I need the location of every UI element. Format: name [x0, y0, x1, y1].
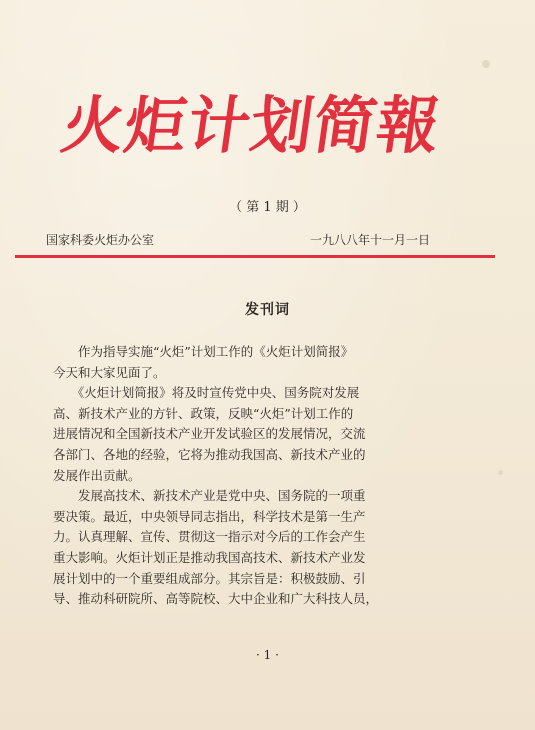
- body-line: 力。认真理解、宣传、贯彻这一指示对今后的工作会产生: [53, 529, 366, 545]
- body-line: 作为指导实施“火炬”计划工作的《火炬计划简报》: [53, 344, 354, 359]
- body-line: 《火炬计划简报》将及时宣传党中央、国务院对发展: [53, 385, 360, 401]
- body-line: 发展高技术、新技术产业是党中央、国务院的一项重: [53, 488, 366, 504]
- body-line: 高、新技术产业的方针、政策，反映“火炬”计划工作的: [53, 405, 354, 421]
- body-line: 导、推动科研院所、高等院校、大中企业和广大科技人员，: [53, 591, 379, 607]
- body-text: [53, 342, 463, 610]
- publish-date: 一九八八年十一月一日: [310, 233, 431, 247]
- body-line: 发展作出贡献。: [53, 467, 141, 483]
- body-line: 进展情况和全国新技术产业开发试验区的发展情况，交流: [53, 426, 366, 442]
- issue-number: （ 第 1 期 ）: [229, 200, 306, 215]
- masthead-title: 火炬计划简報: [56, 89, 446, 162]
- section-title: 发刊词: [245, 302, 290, 318]
- body-line: 各部门、各地的经验，它将为推动我国高、新技术产业的: [53, 446, 366, 462]
- body-line: 重大影响。火炬计划正是推动我国高技术、新技术产业发: [53, 549, 366, 565]
- paper-speck: [498, 470, 503, 475]
- body-line: 今天和大家见面了。: [53, 364, 166, 380]
- paper-speck: [482, 60, 490, 68]
- page-number: · 1 ·: [256, 648, 279, 662]
- body-line: 展计划中的一个重要组成部分。其宗旨是：积极鼓励、引: [53, 570, 366, 586]
- body-line: 要决策。最近，中央领导同志指出，科学技术是第一生产: [53, 508, 366, 524]
- header-rule: [15, 255, 495, 258]
- publisher-org: 国家科委火炬办公室: [46, 233, 155, 247]
